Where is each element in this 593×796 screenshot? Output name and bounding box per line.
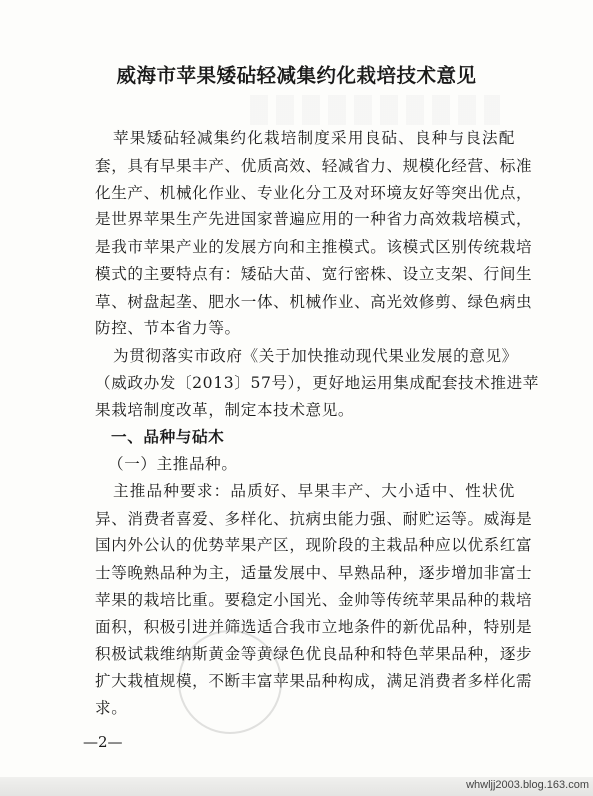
paragraph-line: 士等晚熟品种为主，适量发展中、早熟品种，逐步增加非富士 [95, 564, 533, 582]
paragraph-line: 求。 [95, 699, 128, 717]
document-title: 威海市苹果矮砧轻减集约化栽培技术意见 [116, 64, 477, 87]
paragraph-line: 主推品种要求：品质好、早果丰产、大小适中、性状优 [113, 482, 515, 500]
paragraph-line: 苹果的栽培比重。要稳定小国光、金帅等传统苹果品种的栽培 [95, 591, 533, 609]
paragraph-line: 套，具有早果丰产、优质高效、轻减省力、规模化经营、标准 [95, 157, 533, 175]
paragraph-line: 模式的主要特点有：矮砧大苗、宽行密株、设立支架、行间生 [95, 265, 533, 283]
page-number: —2— [83, 733, 123, 751]
paragraph-line: 国内外公认的优势苹果产区，现阶段的主栽品种应以优系红富 [95, 536, 533, 554]
paragraph-line: 苹果矮砧轻减集约化栽培制度采用良砧、良种与良法配 [113, 129, 515, 147]
paragraph-line: 扩大栽植规模，不断丰富苹果品种构成，满足消费者多样化需 [95, 672, 533, 690]
paragraph-line: 草、树盘起垄、肥水一体、机械作业、高光效修剪、绿色病虫 [95, 293, 533, 311]
paragraph-line: 面积，积极引进并筛选适合我市立地条件的新优品种，特别是 [95, 618, 533, 636]
paragraph-line: 是世界苹果生产先进国家普遍应用的一种省力高效栽培模式， [95, 210, 533, 228]
paragraph-line: 积极试栽维纳斯黄金等黄绿色优良品种和特色苹果品种，逐步 [95, 645, 533, 663]
paragraph-line: 果栽培制度改革，制定本技术意见。 [95, 401, 355, 419]
paragraph-line: 为贯彻落实市政府《关于加快推动现代果业发展的意见》 [113, 347, 518, 365]
subsection-heading: （一）主推品种。 [108, 455, 238, 473]
paragraph-line: 异、消费者喜爱、多样化、抗病虫能力强、耐贮运等。威海是 [95, 510, 533, 528]
paragraph-line: 防控、节本省力等。 [95, 319, 241, 337]
blog-watermark: whwljj2003.blog.163.com [466, 779, 589, 791]
faded-seal-stamp [178, 630, 282, 734]
paragraph-line: 化生产、机械化作业、专业化分工及对环境友好等突出优点， [95, 184, 533, 202]
paragraph-line: （威政办发〔2013〕57号），更好地运用集成配套技术推进苹 [95, 374, 539, 392]
bleed-through-shadow [250, 95, 500, 125]
section-heading: 一、品种与砧木 [111, 428, 225, 446]
paragraph-line: 是我市苹果产业的发展方向和主推模式。该模式区别传统栽培 [95, 238, 533, 256]
